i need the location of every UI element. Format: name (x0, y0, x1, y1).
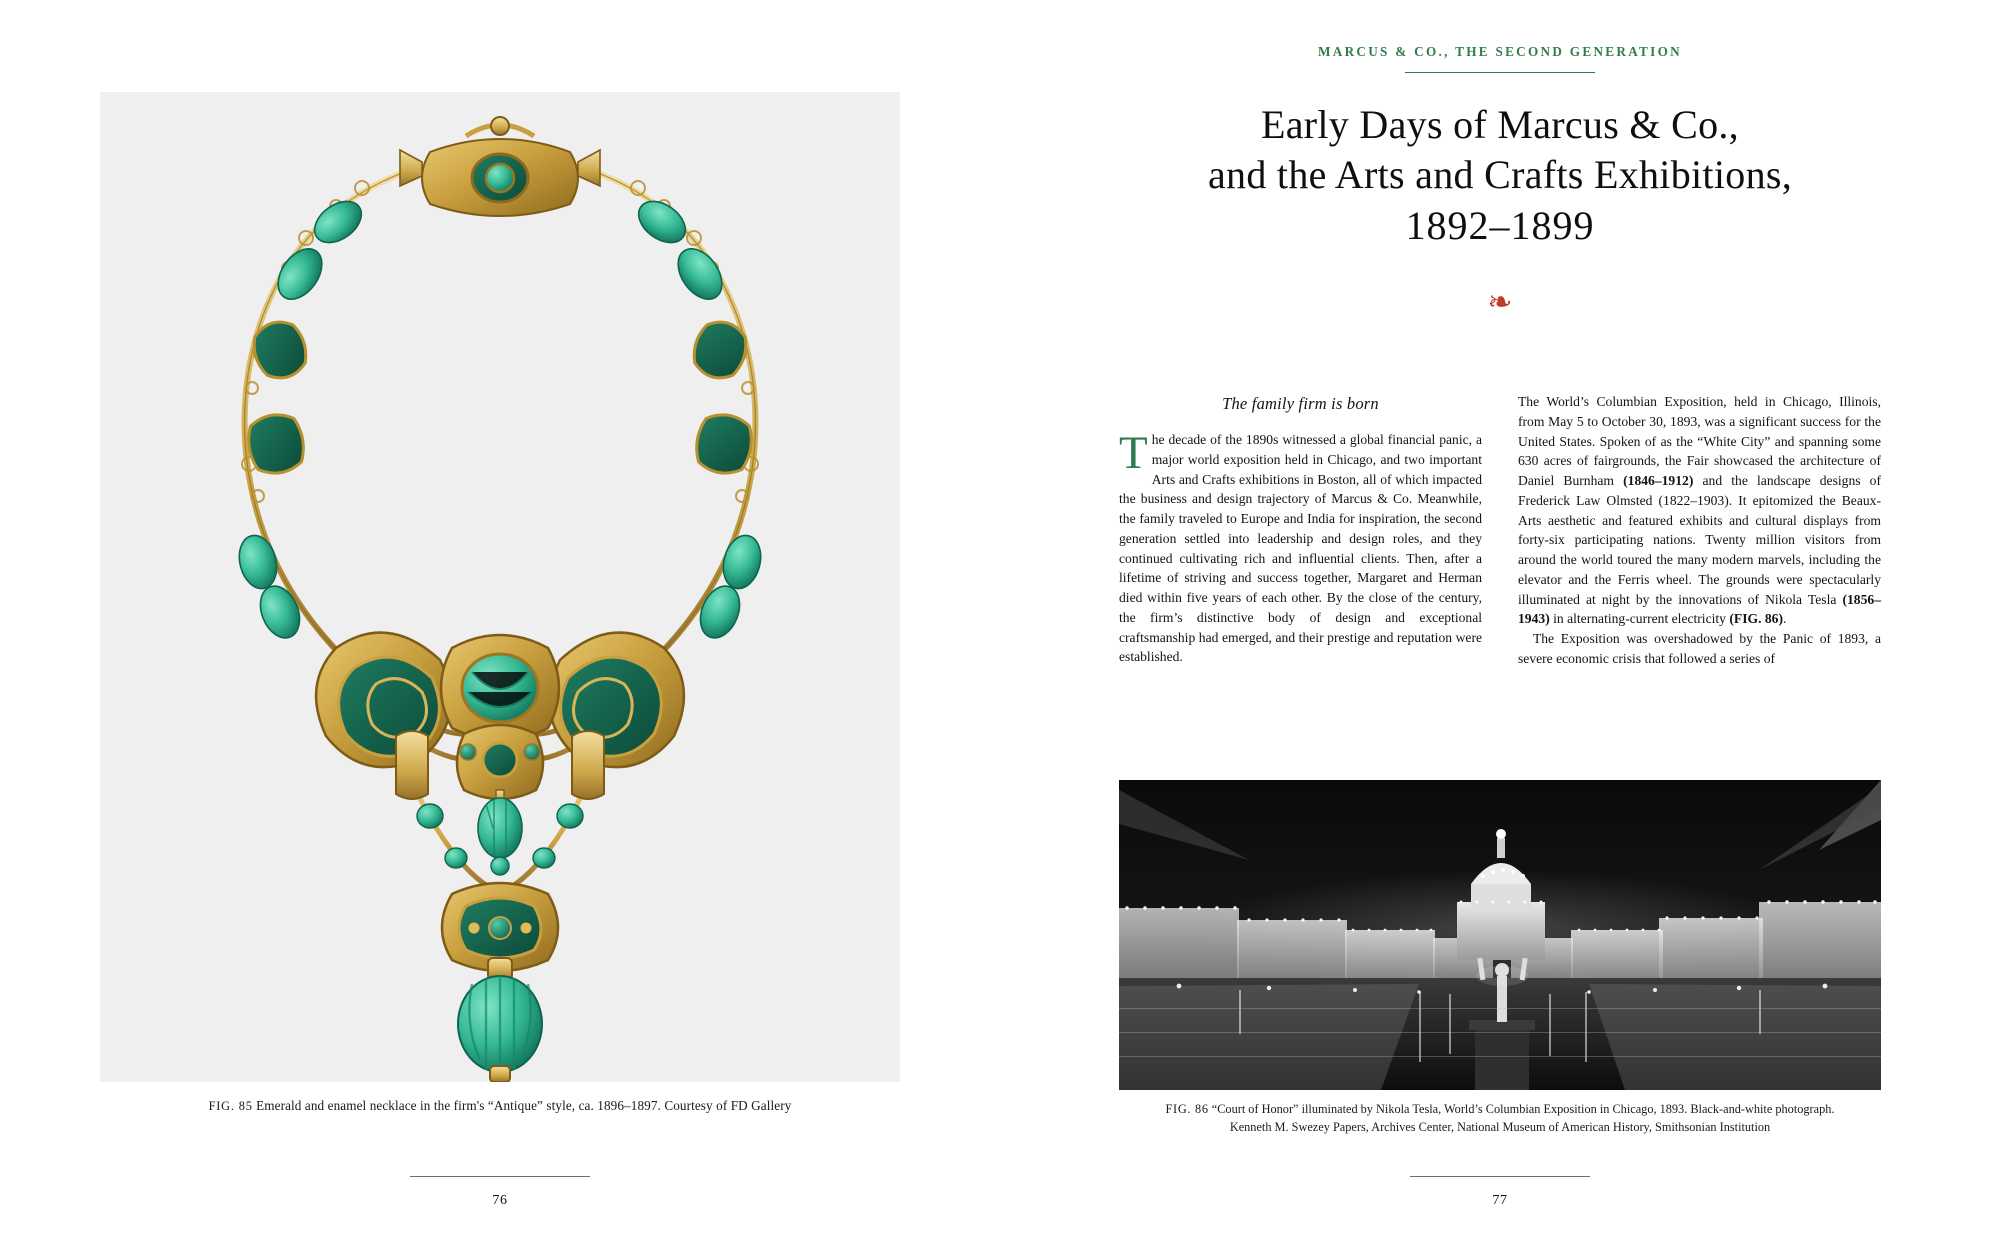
figure-reference-86: (FIG. 86) (1729, 611, 1783, 627)
paragraph-columbian-exposition (1518, 392, 1881, 629)
paragraph-panic-1893: The Exposition was overshadowed by the Panic of 1893, a severe economic crisis that followed a series of (1518, 631, 1881, 666)
left-figure-label: FIG. 85 (208, 1099, 253, 1113)
chapter-title-line-2: and the Arts and Crafts Exhibitions, (1207, 152, 1793, 198)
running-head-rule (1405, 72, 1595, 73)
column-right (1518, 392, 1881, 772)
body-text-columns (1119, 392, 1881, 772)
paragraph-family-firm-text: he decade of the 1890s witnessed a global financial panic, a major world exposition held in Chicago, and two important Arts and Crafts exhibitions in Boston, all of which impacted the business and design trajectory of Marcus & Co. Meanwhile, the family traveled to Europe and India for inspiration, the second generation settled into leadership and design roles, and they continued cultivating rich and influential clients. Then, after a lifetime of striving and success together, Margaret and Herman died within five years of each other. By the close of the century, the firm’s distinctive body of design and exceptional craftsmanship had emerged, and their prestige and reputation were established. (1119, 432, 1482, 665)
left-figure-caption (100, 1096, 900, 1116)
burnham-dates: (1846–1912) (1623, 473, 1694, 489)
right-page-folio (1000, 1176, 2000, 1209)
right-folio-number: 77 (1492, 1193, 1508, 1208)
chapter-title (1060, 100, 1940, 251)
folio-rule-right (1410, 1176, 1590, 1177)
chapter-title-line-1: Early Days of Marcus & Co., (1260, 102, 1739, 147)
paragraph-family-firm (1119, 427, 1482, 667)
right-page (1000, 0, 2000, 1249)
left-figure-caption-text: Emerald and enamel necklace in the firm's “Antique” style, ca. 1896–1897. Courtesy of FD Gallery (256, 1098, 792, 1113)
chapter-title-line-3: 1892–1899 (1405, 202, 1595, 248)
left-folio-number: 76 (492, 1193, 508, 1208)
running-head: MARCUS & CO., THE SECOND GENERATION (1318, 44, 1682, 59)
court-of-honor-illustration (1119, 780, 1881, 1090)
right-figure-caption-line-2: Kenneth M. Swezey Papers, Archives Center, National Museum of American History, Smithsonian Institution (1229, 1120, 1771, 1135)
left-page-folio (0, 1176, 1000, 1209)
court-of-honor-photo (1119, 780, 1881, 1090)
emerald-necklace-illustration (100, 92, 900, 1082)
exposition-text-g: . (1783, 611, 1787, 627)
folio-rule-left (410, 1176, 590, 1177)
right-figure-label: FIG. 86 (1165, 1102, 1209, 1116)
drop-cap: T (1119, 427, 1148, 479)
column-left (1119, 392, 1482, 772)
necklace-plate (100, 92, 900, 1082)
center-drop (457, 725, 543, 875)
exposition-text-e: in alternating-current electricity (1549, 611, 1730, 627)
clasp-ornament (400, 117, 600, 216)
floral-ornament-icon: ❧ (1487, 286, 1513, 319)
right-figure-caption (1119, 1100, 1881, 1137)
pendant-bead (458, 958, 542, 1082)
exposition-text-a: The World’s Columbian Exposition, held in Chicago, Illinois, from May 5 to October 30, 1893, was a significant success for the United States. Spoken of as the “White City” and spanning some 630 acres of fairgrounds, the Fair showcased the architecture of Daniel Burnham (1518, 394, 1881, 489)
exposition-text-c: and the landscape designs of Frederick Law Olmsted (1822–1903). It epitomized the Beaux-Arts aesthetic and featured exhibits and cultural displays from forty-six participating nations. Twenty million visitors from around the world toured the many modern marvels, including the elevator and the Ferris wheel. The grounds were spectacularly illuminated at night by the innovations of Nikola Tesla (1518, 473, 1881, 607)
tesla-dates: (1856–1943) (1518, 591, 1881, 627)
right-figure-caption-line-1: “Court of Honor” illuminated by Nikola Tesla, World’s Columbian Exposition in Chicago, 1893. Black-and-white photograph. (1211, 1102, 1835, 1116)
section-subhead: The family firm is born (1222, 394, 1379, 413)
